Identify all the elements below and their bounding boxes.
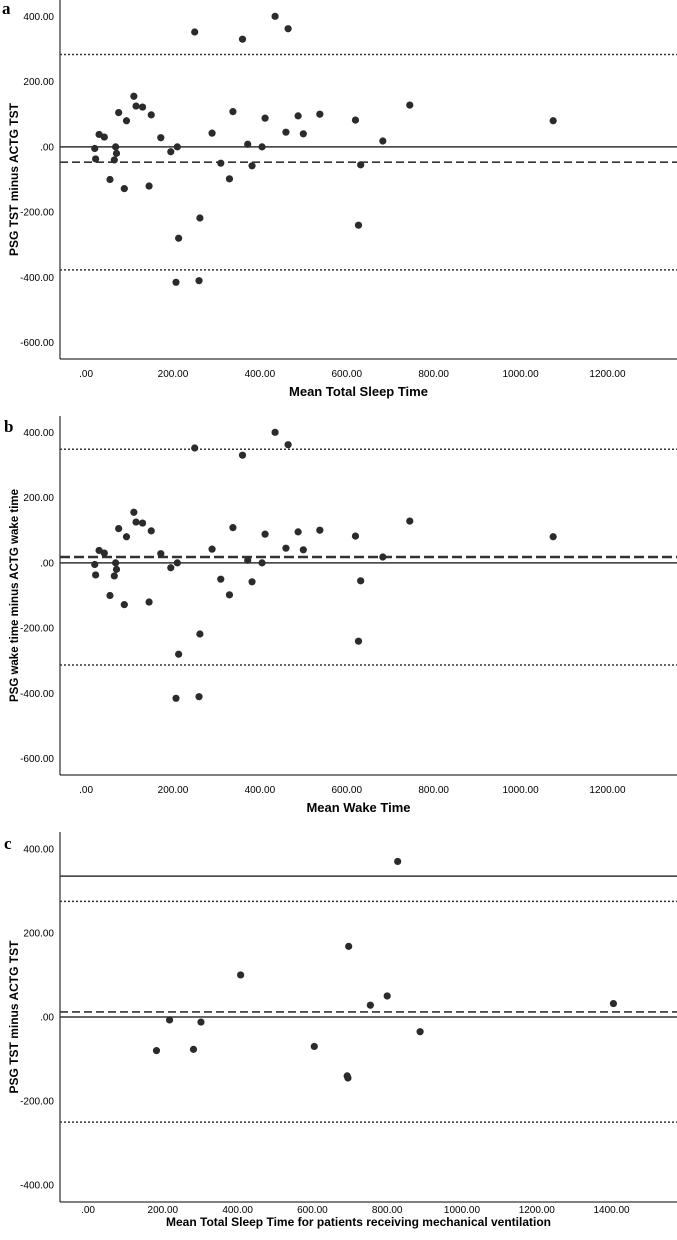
y-axis-label: PSG wake time minus ACTG wake time xyxy=(9,488,21,703)
data-point xyxy=(115,109,122,116)
data-point xyxy=(123,533,130,540)
x-tick-label: 1000.00 xyxy=(443,1205,481,1216)
data-point xyxy=(248,578,255,585)
data-point xyxy=(145,182,152,189)
data-point xyxy=(258,559,265,566)
data-point xyxy=(111,572,118,579)
panel-a xyxy=(2,0,677,399)
data-point xyxy=(394,858,401,865)
data-point xyxy=(355,638,362,645)
data-point xyxy=(217,576,224,583)
data-point xyxy=(175,235,182,242)
y-tick-label: 200.00 xyxy=(23,928,54,940)
data-point xyxy=(355,222,362,229)
data-point xyxy=(379,553,386,560)
y-tick-label: -400.00 xyxy=(20,688,54,700)
data-point xyxy=(139,103,146,110)
data-point xyxy=(111,156,118,163)
x-tick-label: .00 xyxy=(79,785,94,796)
data-point xyxy=(172,695,179,702)
y-tick-label: 400.00 xyxy=(23,844,54,856)
data-point xyxy=(344,1074,351,1081)
data-point xyxy=(244,141,251,148)
data-point xyxy=(174,143,181,150)
data-point xyxy=(271,13,278,20)
data-point xyxy=(148,111,155,118)
data-point xyxy=(311,1043,318,1050)
x-tick-label: 1200.00 xyxy=(589,369,626,380)
y-tick-label: -400.00 xyxy=(20,1180,54,1192)
data-point xyxy=(167,564,174,571)
data-point xyxy=(208,546,215,553)
data-point xyxy=(258,143,265,150)
data-point xyxy=(357,161,364,168)
data-point xyxy=(295,112,302,119)
x-tick-label: 800.00 xyxy=(371,1205,403,1216)
panel-label: c xyxy=(4,834,12,853)
data-point xyxy=(285,441,292,448)
panel-b xyxy=(4,416,677,815)
x-tick-label: 400.00 xyxy=(244,785,276,796)
data-point xyxy=(239,452,246,459)
x-tick-label: 200.00 xyxy=(157,369,189,380)
data-point xyxy=(153,1047,160,1054)
data-point xyxy=(157,550,164,557)
x-tick-label: 800.00 xyxy=(418,369,449,380)
data-point xyxy=(550,117,557,124)
data-point xyxy=(148,527,155,534)
data-point xyxy=(190,1046,197,1053)
x-tick-label: .00 xyxy=(79,369,94,380)
data-point xyxy=(261,115,268,122)
data-point xyxy=(295,528,302,535)
data-point xyxy=(217,160,224,167)
data-point xyxy=(226,175,233,182)
data-point xyxy=(191,28,198,35)
data-point xyxy=(367,1002,374,1009)
data-point xyxy=(145,598,152,605)
y-tick-label: -200.00 xyxy=(20,623,54,635)
x-tick-label: 400.00 xyxy=(244,369,276,380)
data-point xyxy=(282,129,289,136)
data-point xyxy=(92,155,99,162)
data-point xyxy=(166,1016,173,1023)
y-tick-label: -200.00 xyxy=(20,207,54,219)
y-tick-label: -400.00 xyxy=(20,272,54,284)
data-point xyxy=(91,561,98,568)
data-point xyxy=(384,992,391,999)
panel-label: b xyxy=(4,417,14,436)
panel-label: a xyxy=(2,0,11,18)
x-tick-label: 1000.00 xyxy=(502,785,539,796)
data-point xyxy=(101,549,108,556)
data-point xyxy=(113,566,120,573)
data-point xyxy=(316,111,323,118)
data-point xyxy=(406,517,413,524)
data-point xyxy=(248,162,255,169)
y-tick-label: .00 xyxy=(40,558,54,570)
y-tick-label: -600.00 xyxy=(20,338,54,350)
data-point xyxy=(191,444,198,451)
x-tick-label: 600.00 xyxy=(331,369,363,380)
y-tick-label: 200.00 xyxy=(23,77,54,89)
data-point xyxy=(352,117,359,124)
data-point xyxy=(132,518,139,525)
data-point xyxy=(196,630,203,637)
data-point xyxy=(101,133,108,140)
y-axis-label: PSG TST minus ACTG TST xyxy=(7,940,21,1094)
data-point xyxy=(196,214,203,221)
panel-c xyxy=(4,832,677,1229)
data-point xyxy=(130,509,137,516)
data-point xyxy=(197,1018,204,1025)
data-point xyxy=(229,524,236,531)
x-tick-label: 600.00 xyxy=(331,785,363,796)
data-point xyxy=(115,525,122,532)
data-point xyxy=(121,185,128,192)
data-point xyxy=(174,559,181,566)
data-point xyxy=(175,651,182,658)
data-point xyxy=(92,571,99,578)
data-point xyxy=(121,601,128,608)
x-axis-label: Mean Total Sleep Time for patients receiving mechanical ventilation xyxy=(166,1215,551,1229)
data-point xyxy=(112,559,119,566)
data-point xyxy=(406,101,413,108)
x-tick-label: 800.00 xyxy=(418,785,449,796)
x-tick-label: 200.00 xyxy=(147,1205,179,1216)
data-point xyxy=(239,36,246,43)
data-point xyxy=(237,971,244,978)
x-tick-label: 1400.00 xyxy=(593,1205,630,1216)
x-tick-label: .00 xyxy=(81,1205,95,1216)
x-axis-label: Mean Wake Time xyxy=(306,800,411,815)
data-point xyxy=(229,108,236,115)
data-point xyxy=(132,102,139,109)
data-point xyxy=(261,531,268,538)
data-point xyxy=(610,1000,617,1007)
x-tick-label: 600.00 xyxy=(297,1205,328,1216)
data-point xyxy=(379,137,386,144)
y-tick-label: 400.00 xyxy=(23,11,54,23)
x-tick-label: 1200.00 xyxy=(589,785,626,796)
x-tick-label: 200.00 xyxy=(157,785,189,796)
data-point xyxy=(130,93,137,100)
data-point xyxy=(345,943,352,950)
data-point xyxy=(550,533,557,540)
x-tick-label: 1200.00 xyxy=(518,1205,555,1216)
y-tick-label: -200.00 xyxy=(20,1096,54,1108)
data-point xyxy=(300,546,307,553)
data-point xyxy=(139,519,146,526)
data-point xyxy=(167,148,174,155)
data-point xyxy=(91,145,98,152)
x-tick-label: 400.00 xyxy=(222,1205,253,1216)
data-point xyxy=(195,277,202,284)
data-point xyxy=(357,577,364,584)
y-tick-label: 400.00 xyxy=(23,427,54,439)
data-point xyxy=(226,591,233,598)
data-point xyxy=(285,25,292,32)
data-point xyxy=(195,693,202,700)
y-tick-label: .00 xyxy=(40,1012,54,1024)
data-point xyxy=(352,533,359,540)
x-tick-label: 1000.00 xyxy=(502,369,539,380)
data-point xyxy=(113,150,120,157)
data-point xyxy=(112,143,119,150)
y-tick-label: .00 xyxy=(40,142,54,154)
data-point xyxy=(106,176,113,183)
data-point xyxy=(300,130,307,137)
y-tick-label: 200.00 xyxy=(23,493,54,505)
data-point xyxy=(157,134,164,141)
data-point xyxy=(106,592,113,599)
y-axis-label: PSG TST minus ACTG TST xyxy=(7,103,21,256)
y-tick-label: -600.00 xyxy=(20,754,54,766)
data-point xyxy=(244,557,251,564)
data-point xyxy=(123,117,130,124)
data-point xyxy=(417,1028,424,1035)
data-point xyxy=(282,545,289,552)
data-point xyxy=(316,527,323,534)
data-point xyxy=(208,130,215,137)
x-axis-label: Mean Total Sleep Time xyxy=(289,384,428,399)
data-point xyxy=(271,429,278,436)
data-point xyxy=(172,279,179,286)
